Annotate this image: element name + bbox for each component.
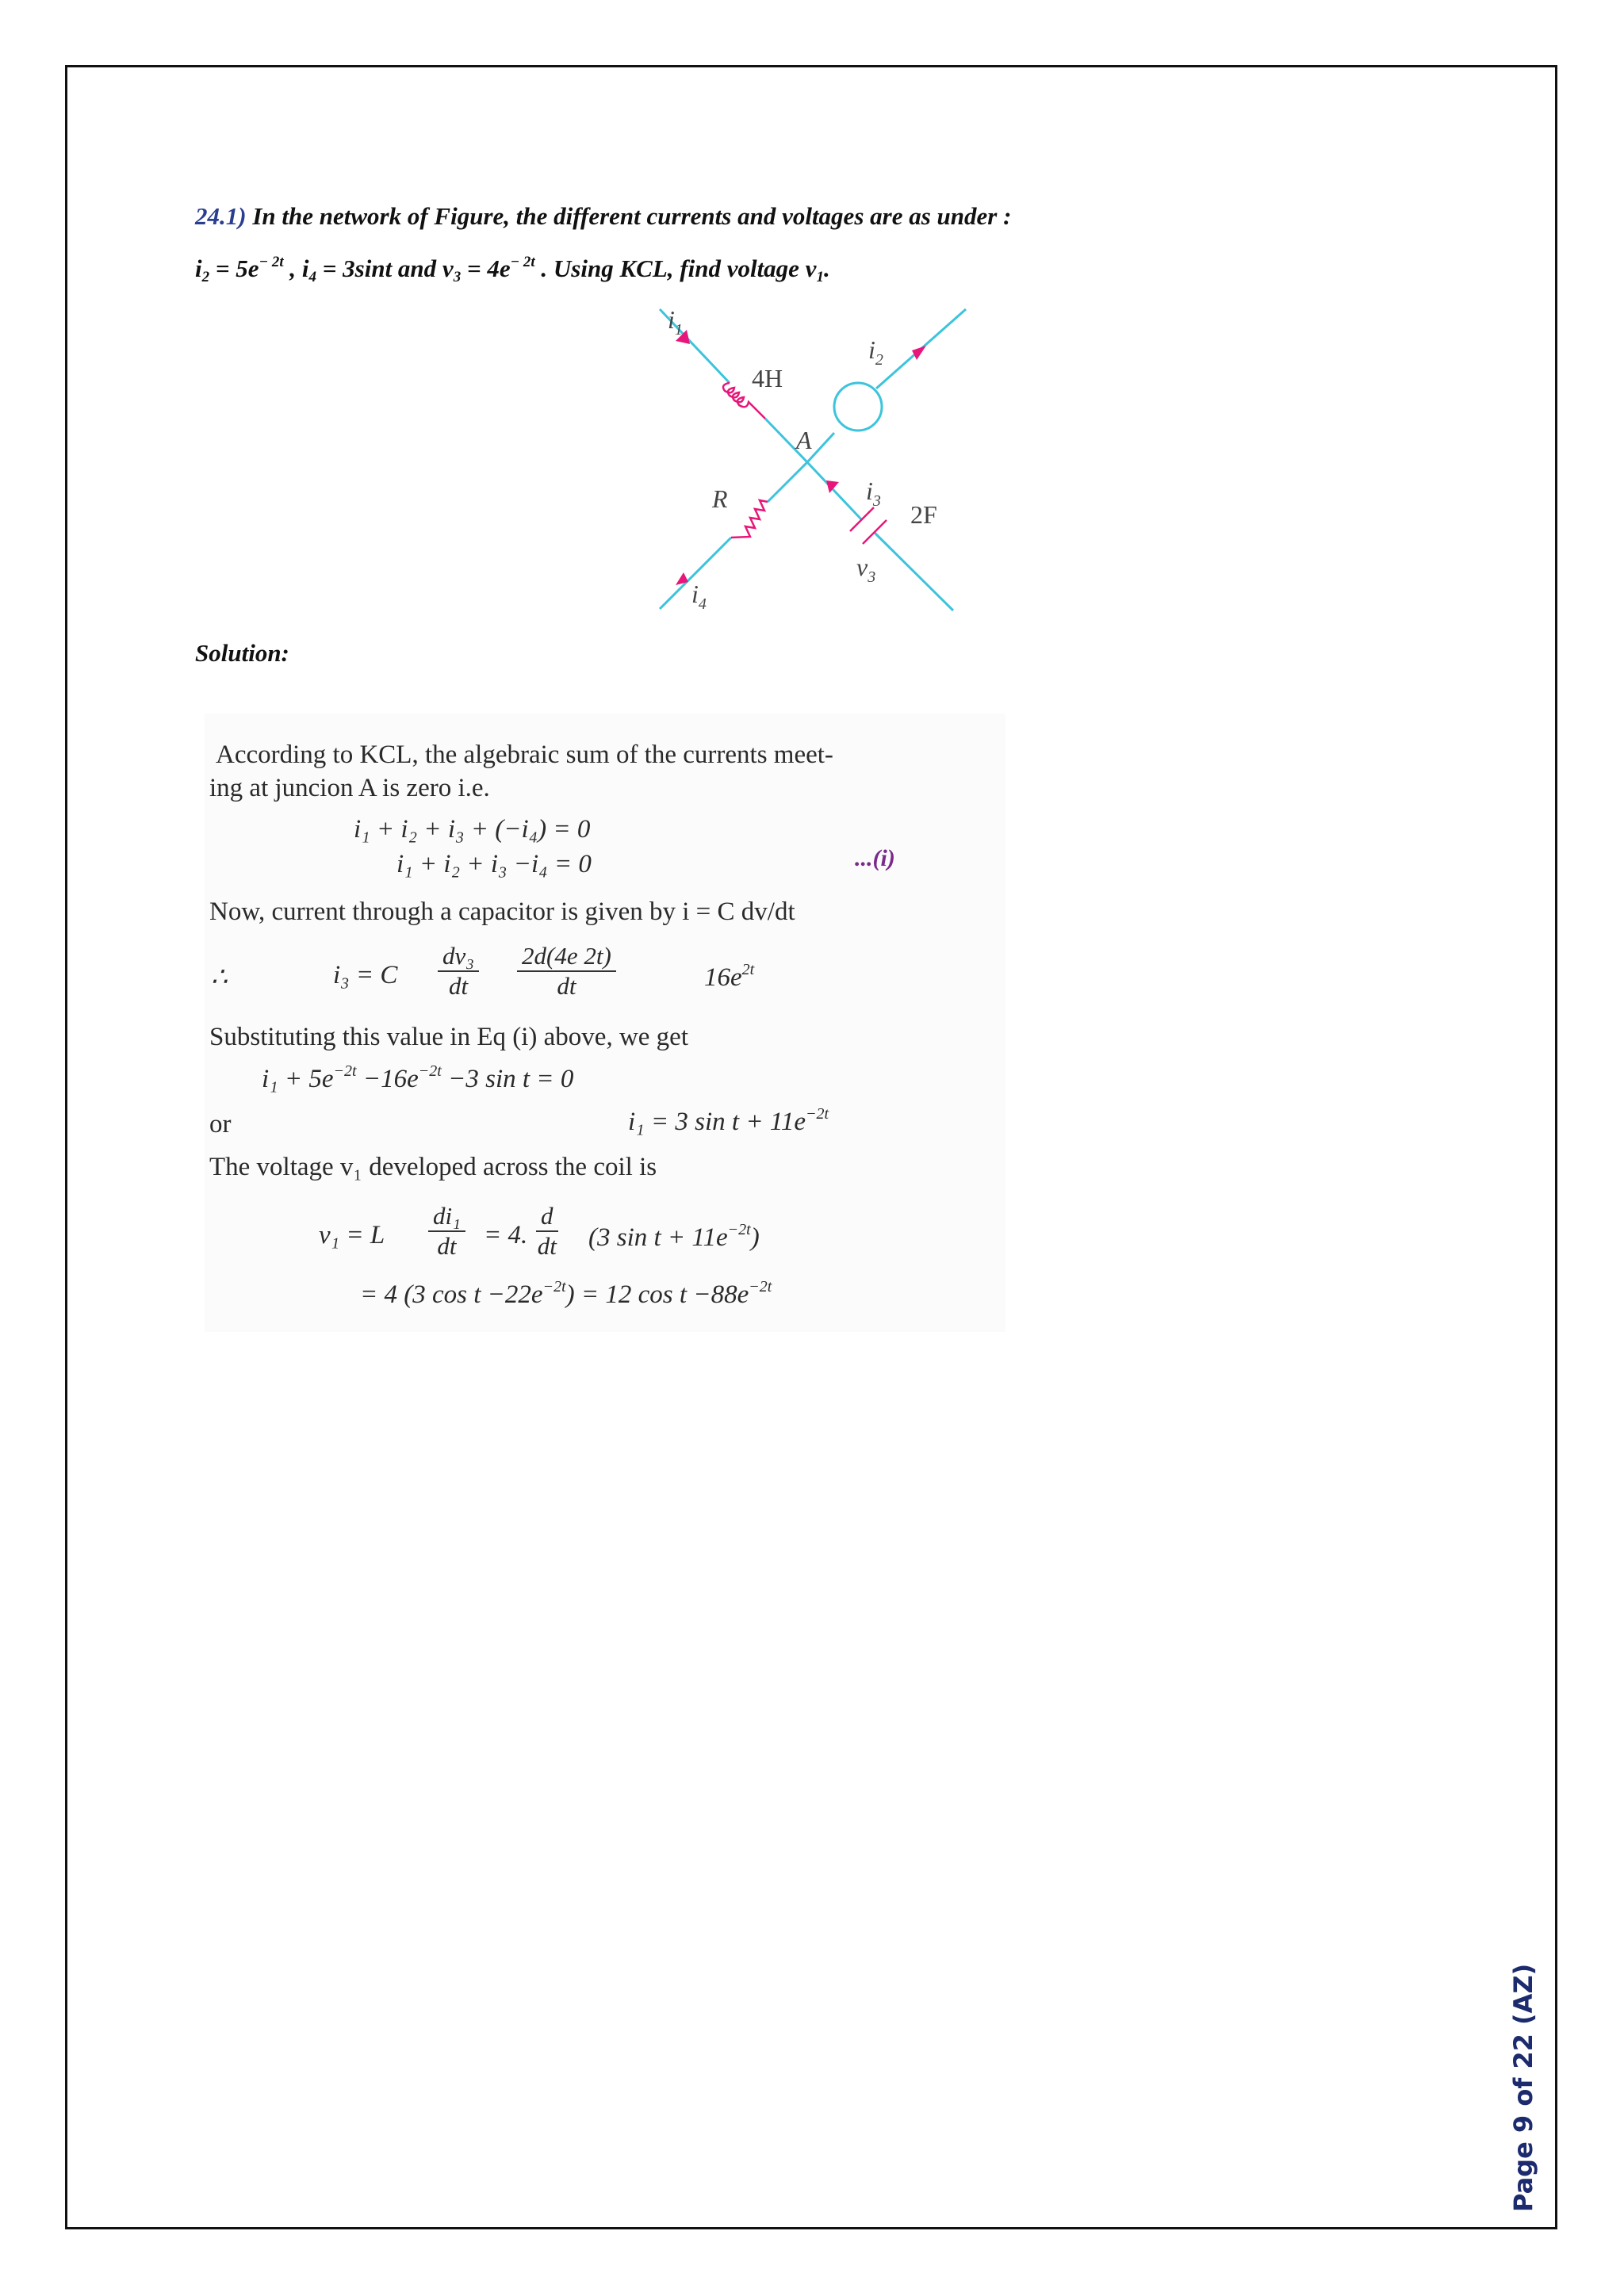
label-inductor: 4H	[752, 364, 783, 392]
label-i4: $i_4$	[691, 580, 707, 613]
eq4-a: i₁ + 5e	[262, 1065, 334, 1093]
equation-4	[262, 1062, 573, 1094]
solution-text-line-2: ing at juncion A is zero i.e.	[209, 774, 490, 802]
solution-text-line-4: Substituting this value in Eq (i) above, we get	[209, 1023, 688, 1051]
equation-6-mid: = 4.	[484, 1221, 528, 1249]
fraction-2-numerator: 2d(4e 2t)	[517, 942, 616, 972]
q-instruction: . Using KCL, find voltage v	[534, 254, 817, 282]
q-v3-value: = 4e	[461, 254, 511, 282]
q-v3-sub: 3	[453, 269, 462, 285]
solution-text-line-5: The voltage v₁ developed across the coil is	[209, 1153, 657, 1181]
therefore-symbol: ∴	[211, 963, 228, 992]
eq5-base: i₁ = 3 sin t + 11e	[628, 1108, 806, 1136]
page-number-label: Page 9 of 22 (AZ)	[1508, 1963, 1538, 2212]
arrow-i3	[826, 480, 839, 493]
q-i2-exp: − 2t	[259, 254, 284, 270]
label-resistor: R	[712, 484, 728, 513]
q-i4-value: = 3sint and v	[316, 254, 454, 282]
eq6-rhs-exp: −2t	[727, 1221, 751, 1238]
question-line-2	[195, 239, 1385, 300]
q-v3-exp: − 2t	[510, 254, 535, 270]
eq6-rhs-base: (3 sin t + 11e	[588, 1223, 728, 1252]
equation-6-fraction-2	[536, 1202, 558, 1261]
eq7-b: ) = 12 cos t −88e	[565, 1280, 749, 1309]
q-v1-sub: 1	[816, 269, 824, 285]
current-source-symbol	[834, 383, 882, 430]
q-i2-value: = 5e	[209, 254, 259, 282]
question-number: 24.1)	[195, 202, 247, 230]
label-i3: $i_3$	[866, 476, 881, 510]
eq3-rhs-base: 16e	[704, 963, 742, 992]
eq4-c: −3 sin t = 0	[441, 1065, 574, 1093]
circuit-diagram	[626, 300, 991, 633]
eq5-exp: −2t	[806, 1105, 829, 1123]
equation-1: i₁ + i₂ + i₃ + (−i₄) = 0	[354, 815, 591, 844]
solution-text-line-3: Now, current through a capacitor is given by i = C dv/dt	[209, 897, 795, 926]
eq4-exp1: −2t	[333, 1062, 357, 1080]
eq6-close: )	[750, 1223, 760, 1252]
fraction-1-denominator: dt	[448, 972, 469, 1000]
arrow-i2	[912, 346, 926, 360]
equation-2: i₁ + i₂ + i₃ −i₄ = 0	[396, 850, 592, 878]
eq6-frac1-denominator: dt	[437, 1232, 457, 1260]
equation-7	[360, 1278, 772, 1310]
label-i1: $i_1$	[668, 305, 683, 339]
equation-tag: ...(i)	[855, 845, 895, 871]
label-capacitor: 2F	[910, 500, 937, 529]
q-i4: , i	[283, 254, 309, 282]
equation-6-rhs	[588, 1221, 760, 1253]
fraction-2-denominator: dt	[557, 972, 576, 1000]
q-i2-sub: 2	[201, 269, 210, 285]
eq3-rhs-exp: 2t	[741, 961, 755, 978]
fraction-1-numerator: dv₃	[438, 942, 479, 972]
question-text: In the network of Figure, the different currents and voltages are as under :	[252, 202, 1012, 230]
label-node-a: A	[796, 426, 812, 454]
equation-3-fraction-2	[517, 942, 616, 1001]
q-i4-sub: 4	[308, 269, 316, 285]
label-i2: $i_2$	[868, 335, 883, 369]
wire-i3	[875, 533, 953, 610]
eq4-b: −16e	[356, 1065, 419, 1093]
eq7-a: = 4 (3 cos t −22e	[360, 1280, 543, 1309]
eq6-frac1-numerator: di₁	[428, 1202, 465, 1232]
resistor-symbol	[731, 500, 768, 538]
eq6-frac2-denominator: dt	[537, 1232, 557, 1260]
equation-3-rhs	[704, 961, 754, 993]
question-heading	[195, 193, 1385, 300]
q-i2: i	[195, 254, 202, 282]
eq4-exp2: −2t	[418, 1062, 442, 1080]
question-line-1	[195, 193, 1385, 239]
wire-capacitor-upper	[807, 462, 862, 520]
or-text: or	[209, 1110, 232, 1138]
wire-resistor-upper	[768, 462, 807, 502]
eq7-exp2: −2t	[749, 1278, 772, 1295]
eq6-frac2-numerator: d	[536, 1202, 558, 1232]
eq7-exp1: −2t	[542, 1278, 566, 1295]
equation-5	[628, 1105, 829, 1137]
label-v3: $v_3$	[856, 553, 876, 586]
equation-6-lhs: v₁ = L	[319, 1221, 385, 1249]
equation-3-fraction-1	[438, 942, 479, 1001]
equation-3-lhs: i₃ = C	[333, 961, 398, 989]
solution-text-line-1: According to KCL, the algebraic sum of the currents meet-	[216, 740, 833, 769]
solution-heading: Solution:	[195, 639, 289, 667]
q-period: .	[823, 254, 830, 282]
equation-6-fraction-1	[428, 1202, 465, 1261]
